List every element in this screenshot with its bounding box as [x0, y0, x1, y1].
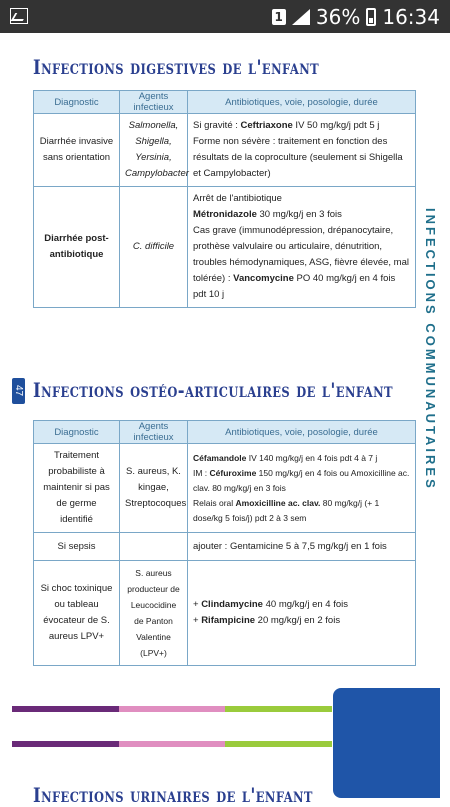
battery-percent: 36% [315, 4, 361, 29]
column-header: Diagnostic [34, 421, 120, 444]
decorative-stripe [12, 741, 332, 747]
table-header-row [34, 91, 416, 114]
antibiotics-cell [188, 187, 416, 308]
treatment-line: + Clindamycine 40 mg/kg/j en 4 fois [193, 599, 348, 610]
treatment-line: ajouter : Gentamicine 5 à 7,5 mg/kg/j en 1 fois [193, 540, 387, 552]
table-row [34, 187, 416, 308]
treatment-line: Métronidazole 30 mg/kg/j en 3 fois [193, 209, 342, 220]
table-row [34, 533, 416, 561]
decorative-stripe [12, 706, 332, 712]
table-row [34, 444, 416, 533]
column-header: Antibiotiques, voie, posologie, durée [188, 421, 416, 444]
chapter-tab [333, 688, 440, 798]
section-title-digestive: Infections digestives de l'enfant [33, 55, 320, 79]
diagnostic-cell: Diarrhée post-antibiotique [34, 187, 120, 308]
treatment-line: Arrêt de l'antibiotique [193, 193, 282, 204]
sim-slot-indicator: 1 [272, 9, 286, 25]
antibiotics-cell [188, 114, 416, 187]
diagnostic-cell: Si choc toxinique ou tableau évocateur de S. aureus LPV+ [34, 561, 120, 666]
antibiotics-cell [188, 533, 416, 561]
table-row [34, 114, 416, 187]
treatment-line: Forme non sévère : traitement en fonction des résultats de la coproculture (seulement si Shigella et Campylobacter) [193, 136, 403, 179]
agents-cell: C. difficile [120, 187, 188, 308]
column-header: Agents infectieux [120, 91, 188, 114]
section-title-urinary: Infections urinaires de l'enfant [33, 783, 313, 807]
column-header: Agents infectieux [120, 421, 188, 444]
treatment-line: + Rifampicine 20 mg/kg/j en 2 fois [193, 615, 341, 626]
column-header: Antibiotiques, voie, posologie, durée [188, 91, 416, 114]
table-header-row [34, 421, 416, 444]
status-bar [0, 0, 450, 33]
agents-cell: S. aureus producteur de Leucocidine de Panton Valentine (LPV+) [120, 561, 188, 666]
clock: 16:34 [382, 4, 440, 29]
treatment-line: Si gravité : Ceftriaxone IV 50 mg/kg/j pdt 5 j [193, 120, 380, 131]
osteo-table [33, 420, 416, 666]
page-number: 47 [12, 378, 25, 404]
document-page[interactable] [0, 33, 450, 807]
treatment-line: Céfamandole IV 140 mg/kg/j en 4 fois pdt 4 à 7 j [193, 452, 378, 463]
diagnostic-cell: Si sepsis [34, 533, 120, 561]
chapter-side-title: INFECTIONS COMMUNAUTAIRES [423, 208, 438, 491]
signal-icon [292, 9, 310, 25]
agents-cell [120, 533, 188, 561]
section-title-osteo: Infections ostéo-articulaires de l'enfant [33, 378, 393, 402]
column-header: Diagnostic [34, 91, 120, 114]
diagnostic-cell: Diarrhée invasive sans orientation [34, 114, 120, 187]
antibiotics-cell [188, 561, 416, 666]
agents-cell: Salmonella, Shigella, Yersinia, Campylobacter [120, 114, 188, 187]
diagnostic-cell: Traitement probabiliste à maintenir si pas de germe identifié [34, 444, 120, 533]
gallery-notification-icon [10, 8, 28, 24]
treatment-line: IM : Céfuroxime 150 mg/kg/j en 4 fois ou Amoxicilline ac. clav. 80 mg/kg/j en 3 fois [193, 467, 410, 493]
agents-cell: S. aureus, K. kingae, Streptocoques [120, 444, 188, 533]
digestive-table [33, 90, 416, 308]
treatment-line: Cas grave (immunodépression, drépanocytaire, prothèse valvulaire ou articulaire, dénutrition, troubles hémodynamiques, ASG, fièvre élevée, mal tolérée) : Vancomycine PO 40 mg/kg/j en 4 fois pdt 10 j [193, 225, 409, 300]
table-row [34, 561, 416, 666]
battery-icon [366, 8, 376, 26]
antibiotics-cell [188, 444, 416, 533]
treatment-line: Relais oral Amoxicilline ac. clav. 80 mg/kg/j (+ 1 dose/kg 5 fois/j) pdt 2 à 3 sem [193, 497, 380, 523]
